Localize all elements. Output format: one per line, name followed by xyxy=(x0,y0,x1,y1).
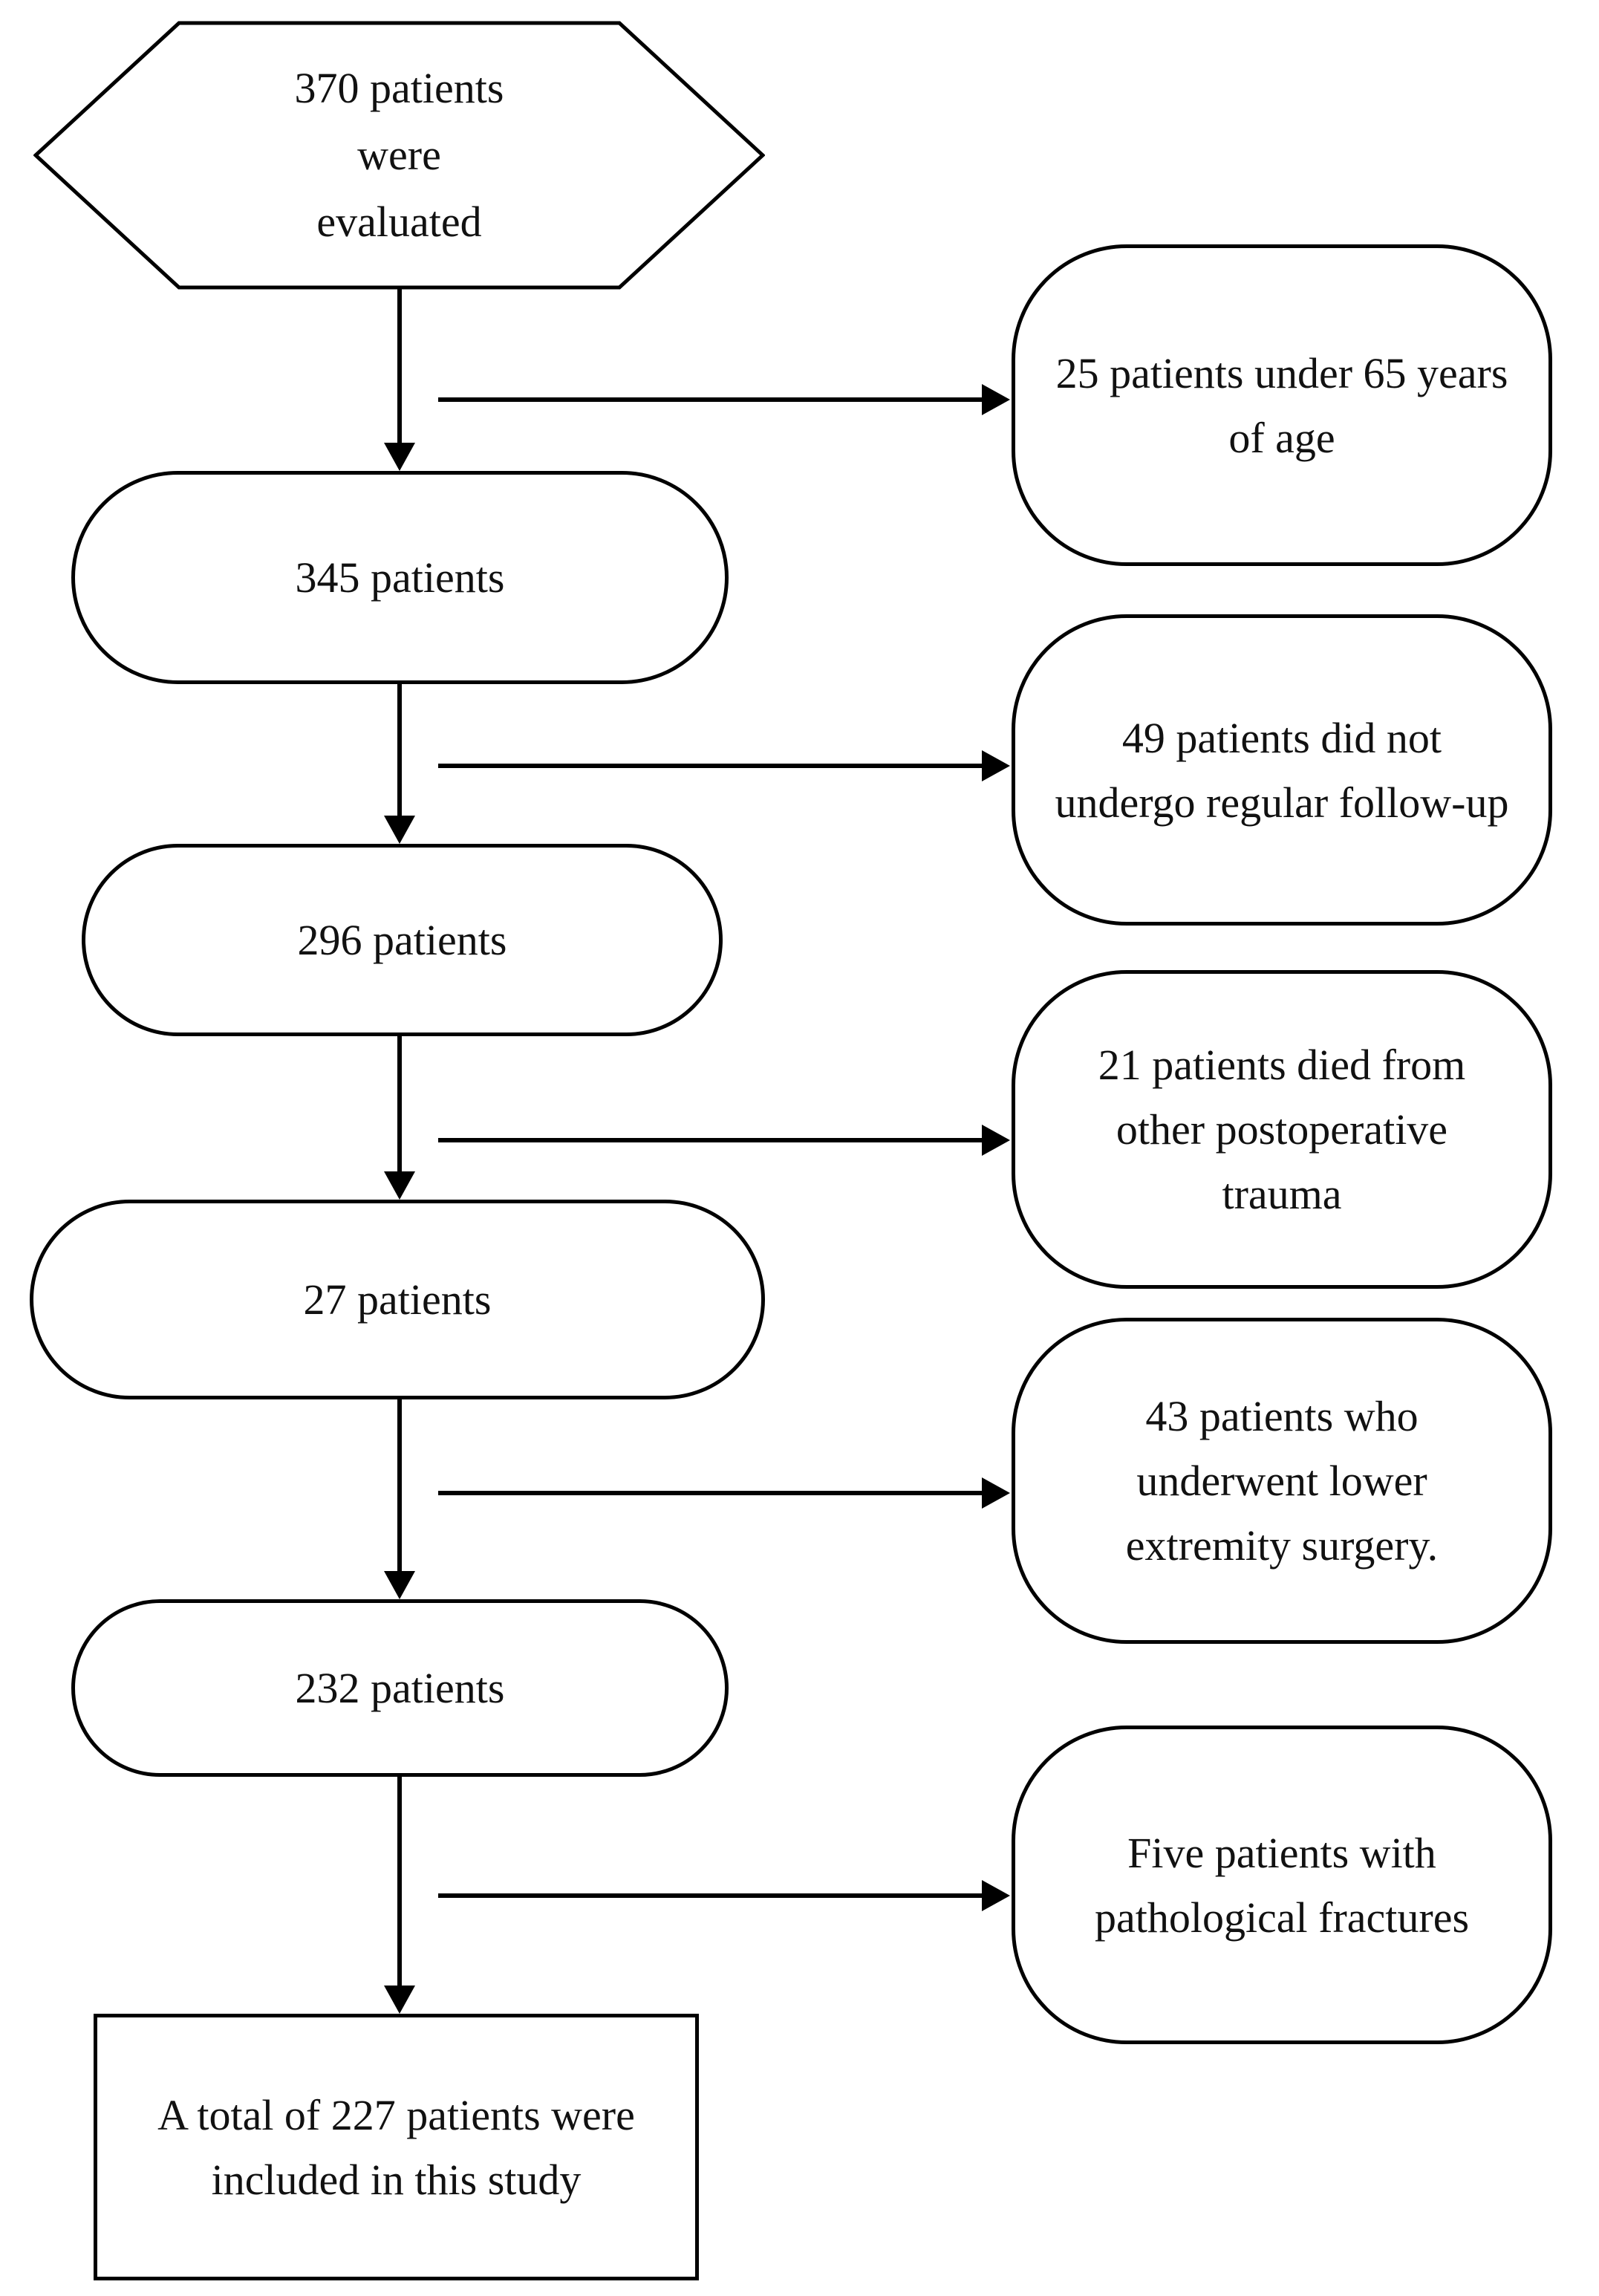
stage-node-label: 345 patients xyxy=(295,553,505,602)
flow-arrow-down-4 xyxy=(397,1399,402,1571)
exclusion-node-lower-extremity-surgery xyxy=(1012,1318,1552,1644)
exclusion-arrow-4 xyxy=(438,1491,982,1495)
flow-arrow-down-1 xyxy=(397,289,402,443)
exclusion-node-text: 49 patients did not undergo regular follow-up xyxy=(1055,713,1509,827)
stage-node-232-patients xyxy=(71,1599,729,1777)
end-node-text: A total of 227 patients were included in this study xyxy=(157,2090,635,2204)
start-node-line: evaluated xyxy=(316,197,482,246)
exclusion-arrow-3 xyxy=(438,1138,982,1142)
flow-arrow-down-3 xyxy=(397,1036,402,1171)
stage-node-296-patients xyxy=(82,844,723,1036)
start-node-line: were xyxy=(357,131,441,180)
exclusion-node-text: 25 patients under 65 years of age xyxy=(1055,348,1508,462)
start-node xyxy=(33,21,765,290)
stage-node-label: 232 patients xyxy=(295,1664,505,1712)
exclusion-node-under-65 xyxy=(1012,244,1552,566)
exclusion-node-died-trauma xyxy=(1012,970,1552,1289)
exclusion-node-pathological-fractures xyxy=(1012,1726,1552,2044)
exclusion-node-no-follow-up xyxy=(1012,614,1552,926)
exclusion-node-text: 21 patients died from other postoperative trauma xyxy=(1098,1041,1466,1218)
exclusion-node-text: Five patients with pathological fractures xyxy=(1094,1828,1470,1942)
flow-arrow-down-5 xyxy=(397,1777,402,1986)
stage-node-label: 296 patients xyxy=(297,916,507,964)
stage-node-label: 27 patients xyxy=(303,1275,492,1324)
exclusion-arrow-1 xyxy=(438,397,982,402)
flow-arrow-down-2 xyxy=(397,684,402,816)
end-node-included-patients xyxy=(94,2014,699,2280)
stage-node-27-patients xyxy=(30,1200,765,1399)
stage-node-345-patients xyxy=(71,471,729,684)
start-node-line: 370 patients xyxy=(294,64,504,113)
exclusion-arrow-2 xyxy=(438,764,982,768)
exclusion-arrow-5 xyxy=(438,1893,982,1898)
exclusion-node-text: 43 patients who underwent lower extremity surgery. xyxy=(1125,1392,1439,1570)
